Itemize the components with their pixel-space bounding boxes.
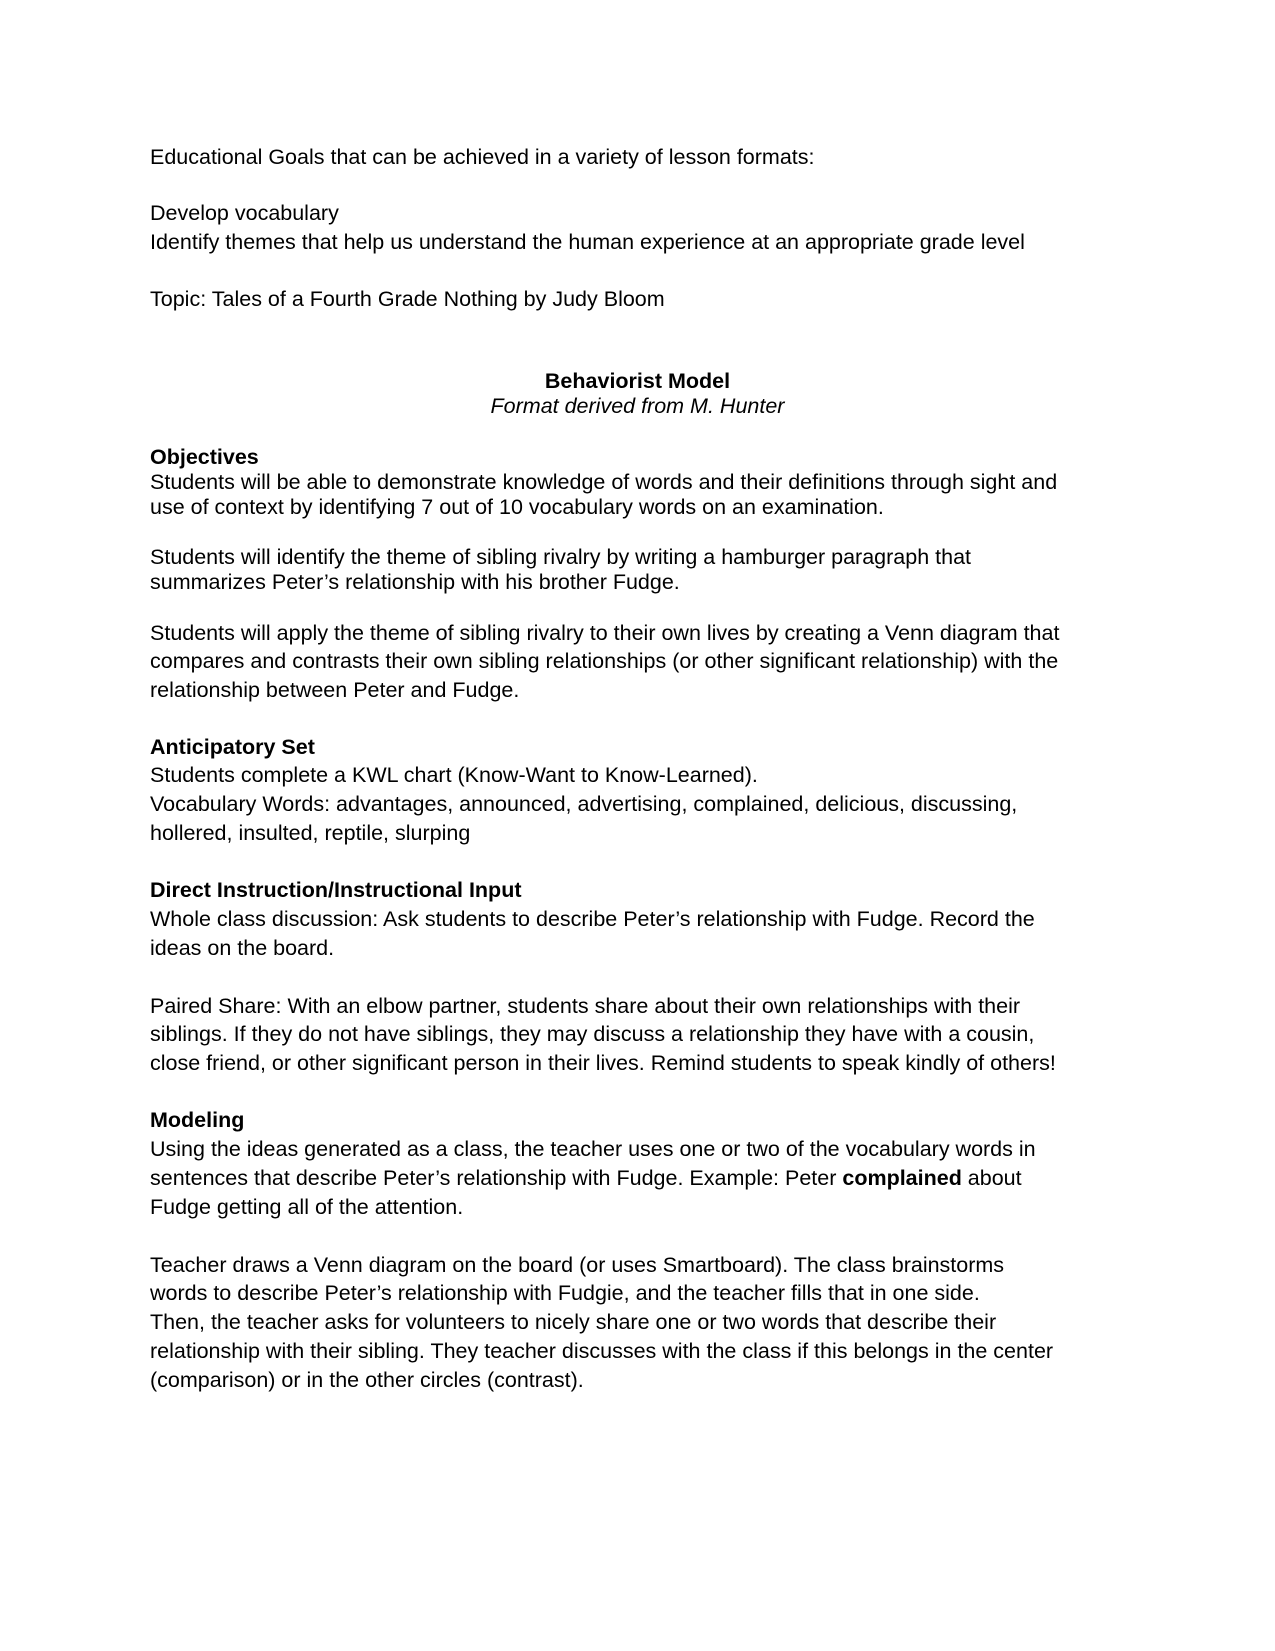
venn-line: words to describe Peter’s relationship with Fudgie, and the teacher fills that in one side. (150, 1281, 980, 1305)
objectives-line: use of context by identifying 7 out of 10 vocabulary words on an examination. (150, 495, 884, 519)
goal-vocabulary: Develop vocabulary (150, 201, 339, 225)
goal-themes: Identify themes that help us understand the human experience at an appropriate grade level (150, 230, 1025, 254)
direct-instruction-line: siblings. If they do not have siblings, they may discuss a relationship they have with a cousin, (150, 1022, 1035, 1046)
anticipatory-set-line: Students complete a KWL chart (Know-Want to Know-Learned). (150, 763, 758, 787)
modeling-line: Using the ideas generated as a class, the teacher uses one or two of the vocabulary words in (150, 1137, 1036, 1161)
objectives-line: Students will apply the theme of sibling rivalry to their own lives by creating a Venn diagram that (150, 621, 1060, 645)
objectives-line: Students will be able to demonstrate knowledge of words and their definitions through sight and (150, 470, 1058, 494)
model-title: Behaviorist Model (544, 369, 731, 393)
goals-heading: Educational Goals that can be achieved in a variety of lesson formats: (150, 145, 815, 169)
modeling-bold-word: complained (842, 1166, 962, 1190)
anticipatory-set-line: Vocabulary Words: advantages, announced, advertising, complained, delicious, discussing, (150, 792, 1018, 816)
direct-instruction-line: close friend, or other significant person in their lives. Remind students to speak kindly of others! (150, 1051, 1056, 1075)
direct-instruction-line: Paired Share: With an elbow partner, students share about their own relationships with their (150, 994, 1021, 1018)
modeling-text: about (961, 1166, 1022, 1190)
anticipatory-set-line: hollered, insulted, reptile, slurping (150, 821, 471, 845)
topic-line: Topic: Tales of a Fourth Grade Nothing by Judy Bloom (150, 287, 665, 311)
venn-line: (comparison) or in the other circles (contrast). (150, 1368, 584, 1392)
anticipatory-set-heading: Anticipatory Set (150, 735, 315, 759)
model-subtitle: Format derived from M. Hunter (490, 394, 785, 418)
modeling-line (150, 1165, 1022, 1191)
venn-line: Then, the teacher asks for volunteers to nicely share one or two words that describe their (150, 1310, 997, 1334)
direct-instruction-heading: Direct Instruction/Instructional Input (150, 878, 522, 902)
objectives-heading: Objectives (150, 445, 259, 469)
objectives-line: compares and contrasts their own sibling relationships (or other significant relationship) with the (150, 649, 1059, 673)
direct-instruction-line: Whole class discussion: Ask students to describe Peter’s relationship with Fudge. Record the (150, 907, 1035, 931)
modeling-text: sentences that describe Peter’s relationship with Fudge. Example: Peter (150, 1166, 843, 1190)
direct-instruction-line: ideas on the board. (150, 936, 335, 960)
objectives-line: Students will identify the theme of sibling rivalry by writing a hamburger paragraph that (150, 545, 971, 569)
venn-line: Teacher draws a Venn diagram on the board (or uses Smartboard). The class brainstorms (150, 1253, 1005, 1277)
modeling-line: Fudge getting all of the attention. (150, 1195, 464, 1219)
objectives-line: summarizes Peter’s relationship with his brother Fudge. (150, 570, 680, 594)
objectives-line: relationship between Peter and Fudge. (150, 678, 520, 702)
venn-line: relationship with their sibling. They teacher discusses with the class if this belongs in the center (150, 1339, 1054, 1363)
modeling-heading: Modeling (150, 1108, 245, 1132)
